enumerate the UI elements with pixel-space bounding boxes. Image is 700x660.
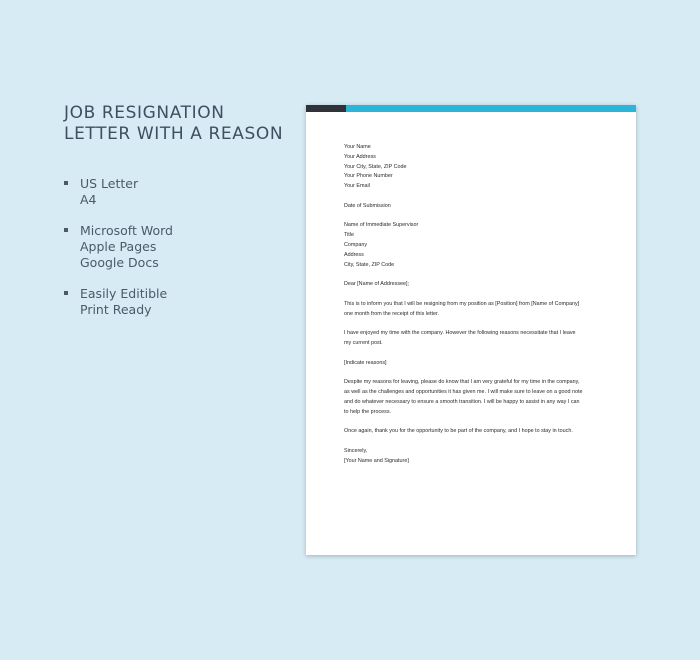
salutation: Dear [Name of Addressee]; [344,281,410,288]
sender-phone: Your Phone Number [344,173,393,180]
feature-list [64,176,173,333]
recipient-company: Company [344,241,368,248]
paragraph-gratitude [344,378,600,417]
reasons-placeholder: [Indicate reasons] [344,359,387,366]
letter-body [344,143,600,466]
sender-email: Your Email [344,183,370,190]
paragraph-line: and do whatever necessary to ensure a smooth transition. I will be happy to assist in any way I can [344,398,580,405]
letter-preview [306,105,636,555]
feature-text: Print Ready [80,302,152,317]
signature: [Your Name and Signature] [344,457,409,464]
feature-text: Easily Editible [80,286,168,301]
paragraph-line: Despite my reasons for leaving, please do know that I am very grateful for my time in the company, [344,379,580,386]
feature-item-editing [64,286,173,318]
sender-block [344,143,600,192]
paragraph-line: my current post. [344,339,383,346]
bullet-icon [64,181,68,185]
recipient-name: Name of Immediate Supervisor [344,222,419,229]
feature-text: Apple Pages [80,239,157,254]
recipient-block [344,221,600,270]
paragraph-line: one month from the receipt of this letter. [344,310,439,317]
page-title [64,103,304,145]
paragraph-thanks: Once again, thank you for the opportunity to be part of the company, and I hope to stay in touch. [344,428,573,435]
paragraph-line: I have enjoyed my time with the company. However the following reasons necessitate that I leave [344,330,576,337]
feature-text: Microsoft Word [80,223,173,238]
bullet-icon [64,291,68,295]
feature-item-formats [64,176,173,208]
recipient-city: City, State, ZIP Code [344,261,395,268]
sender-name: Your Name [344,144,371,150]
header-bar-blue [346,105,636,112]
recipient-title: Title [344,232,354,239]
paragraph-line: This is to inform you that I will be resigning from my position as [Position] from [Name of Company] [344,300,580,307]
feature-text: Google Docs [80,255,159,270]
header-bar-dark [306,105,346,112]
sender-address: Your Address [344,153,376,160]
paragraph-line: to help the process. [344,408,392,415]
closing: Sincerely, [344,447,368,454]
letter-date: Date of Submission [344,202,391,209]
paragraph-enjoyed [344,329,600,349]
recipient-address: Address [344,251,364,258]
feature-text: A4 [80,192,97,207]
paragraph-intro [344,300,600,320]
bullet-icon [64,228,68,232]
feature-text: US Letter [80,176,139,191]
page-title-line-1: JOB RESIGNATION [64,103,225,123]
paragraph-line: as well as the challenges and opportunities it has given me. I will make sure to leave on a good note [344,388,583,395]
sender-city: Your City, State, ZIP Code [344,163,407,170]
page-title-line-2: LETTER WITH A REASON [64,124,284,144]
feature-item-apps [64,223,173,271]
